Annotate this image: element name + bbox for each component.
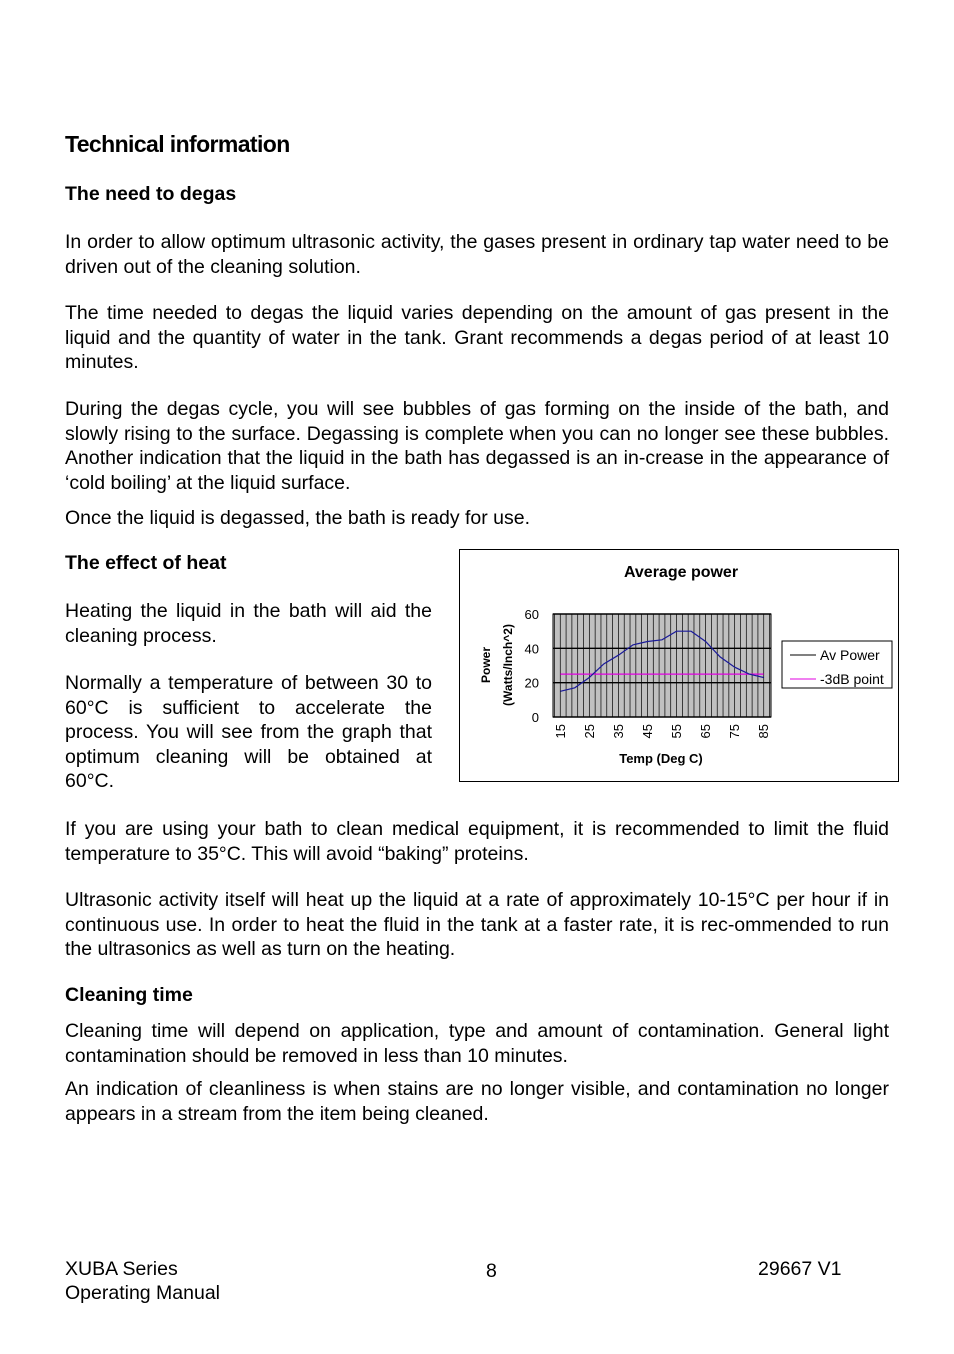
degas-paragraph-1: In order to allow optimum ultrasonic activity, the gases present in ordinary tap water need to be driven out of the cleaning solution. (65, 231, 889, 278)
x-tick-label: 15 (552, 724, 568, 739)
degas-paragraph-4: Once the liquid is degassed, the bath is ready for use. (65, 507, 531, 529)
page-number: 8 (486, 1260, 497, 1282)
heat-paragraph-4: Ultrasonic activity itself will heat up the liquid at a rate of approximately 10-15°C per hour if in continuous use. In order to heat the fluid in the tank at a faster rate, it is rec-ommended to run the ultrasonics as well as turn on the heating. (65, 889, 889, 961)
heat-paragraph-2: Normally a temperature of between 30 to 60°C is sufficient to accelerate the process. You will see from the graph that optimum cleaning will be obtained at 60°C. (65, 672, 432, 793)
plot-area (553, 614, 771, 717)
y-tick-label: 60 (524, 607, 539, 622)
chart-title: Average power (623, 564, 739, 581)
cleaning-paragraph-1: Cleaning time will depend on application, type and amount of contamination. General light contamination should be removed in less than 10 minutes. (65, 1020, 889, 1067)
degas-paragraph-2: The time needed to degas the liquid varies depending on the amount of gas present in the liquid and the quantity of water in the tank. Grant recommends a degas period of at least 10 minutes. (65, 302, 889, 374)
y-axis-label-line-1: Power (479, 646, 493, 684)
y-axis-label-line-2: (Watts/Inch^2) (501, 624, 515, 706)
heat-paragraph-3: If you are using your bath to clean medical equipment, it is recommended to limit the fluid temperature to 35°C. This will avoid “baking” proteins. (65, 818, 889, 865)
x-tick-label: 75 (727, 724, 743, 739)
x-axis-label: Temp (Deg C) (619, 751, 703, 766)
chart-canvas (460, 550, 898, 781)
x-tick-label: 45 (639, 724, 655, 739)
x-tick-label: 85 (756, 724, 772, 739)
footer-manual: Operating Manual (65, 1282, 221, 1304)
footer-doc-ref: 29667 V1 (758, 1258, 842, 1280)
x-tick-label: 35 (610, 724, 626, 739)
cleaning-heading: Cleaning time (65, 984, 193, 1006)
degas-paragraph-3: During the degas cycle, you will see bubbles of gas forming on the inside of the bath, and slowly rising to the surface. Degassing is complete when you can no longer see these bubbles. Another indication that the liquid in the bath has degassed is an in-crease in the appearance of ‘cold boiling’ at the liquid surface. (65, 398, 889, 494)
cleaning-paragraph-2: An indication of cleanliness is when stains are no longer visible, and contamination no longer appears in a stream from the item being cleaned. (65, 1078, 889, 1125)
average-power-chart (459, 549, 899, 782)
legend-label-3db-point: -3dB point (820, 671, 884, 687)
chart-legend (782, 641, 892, 688)
degas-heading: The need to degas (65, 183, 237, 205)
y-tick-label: 40 (524, 641, 539, 657)
x-tick-label: 25 (581, 724, 597, 739)
y-tick-label: 0 (531, 710, 539, 725)
x-tick-label: 65 (698, 724, 714, 739)
heat-paragraph-1: Heating the liquid in the bath will aid the cleaning process. (65, 600, 432, 647)
legend-label-av-power: Av Power (820, 647, 880, 663)
heat-heading: The effect of heat (65, 552, 227, 574)
y-tick-label: 20 (524, 675, 539, 691)
footer-series: XUBA Series (65, 1258, 178, 1280)
x-tick-label: 55 (669, 724, 685, 739)
page-title: Technical information (65, 131, 290, 157)
